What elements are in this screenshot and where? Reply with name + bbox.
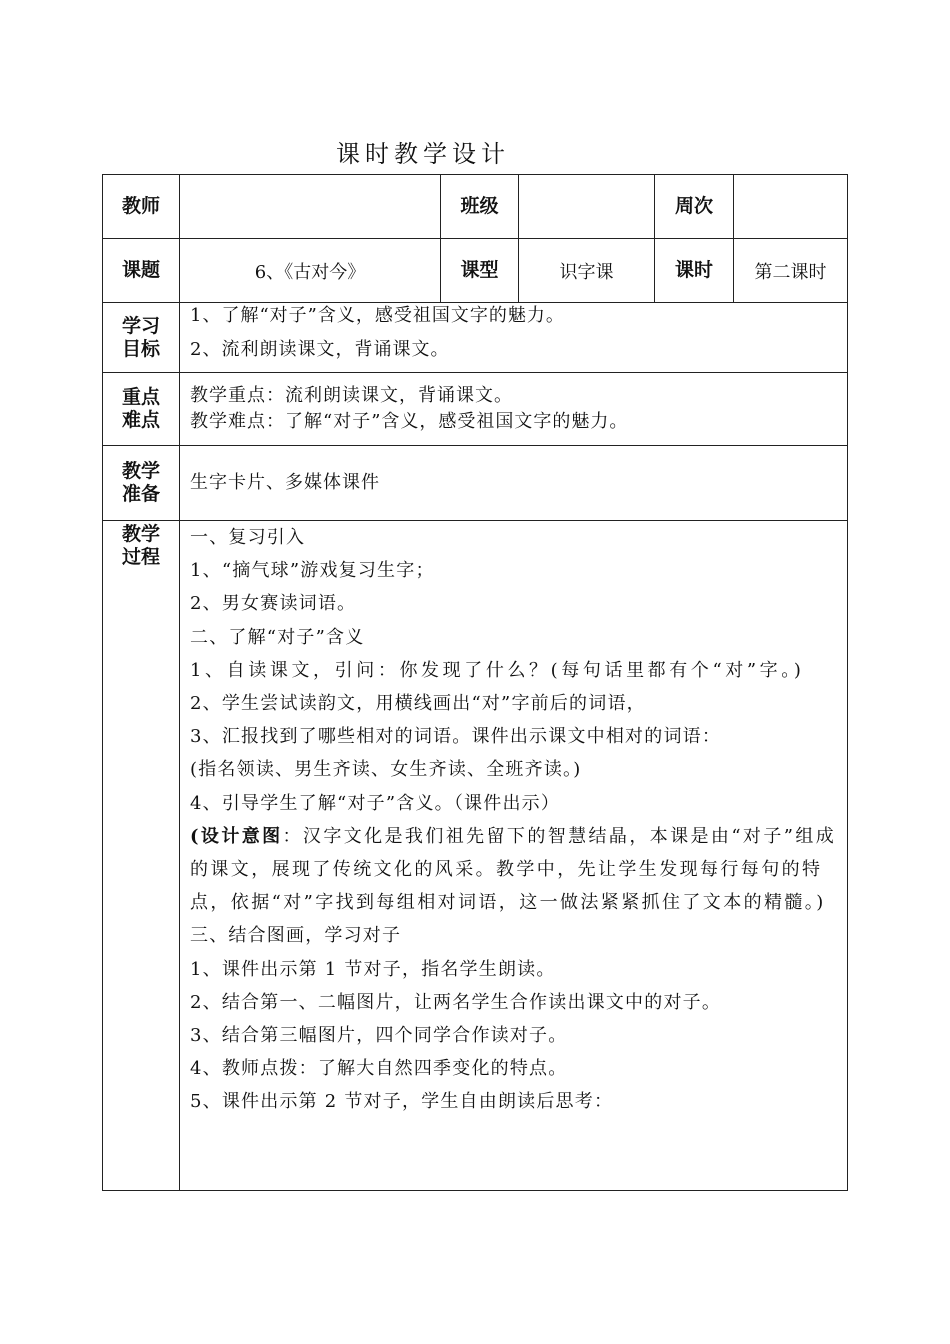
class-label: 班级	[441, 175, 519, 239]
key-points-label	[103, 373, 180, 446]
process-line: 2、结合第一、二幅图片，让两名学生合作读出课文中的对子。	[190, 991, 722, 1013]
process-label	[103, 521, 180, 1191]
process-label-line: 教学	[121, 523, 160, 545]
goals-label	[103, 303, 180, 373]
process-label-line: 过程	[121, 546, 160, 568]
table-row	[103, 446, 848, 521]
type-value: 识字课	[519, 239, 655, 303]
goals-label-line: 目标	[121, 337, 160, 360]
table-row	[103, 521, 848, 1191]
design-intent-text: ：汉字文化是我们祖先留下的智慧结晶，本课是由“对子”组成的课文，展现了传统文化的风采。教学中，先让学生发现每行每句的特点，依据“对”字找到每组相对词语，这一做法紧紧抓住了文本的精髓。)	[190, 825, 837, 914]
process-line: 二、了解“对子”含义	[190, 626, 365, 648]
process-content	[180, 521, 848, 1191]
process-line: (指名领读、男生齐读、女生齐读、全班齐读。)	[190, 759, 582, 781]
topic-label: 课题	[103, 239, 180, 303]
process-line: 1、自读课文，引问：你发现了什么？(每句话里都有个“对”字。)	[190, 659, 805, 681]
week-label: 周次	[655, 175, 734, 239]
prep-label	[103, 446, 180, 521]
prep-label-line: 准备	[121, 483, 160, 505]
process-line: 4、引导学生了解“对子”含义。（课件出示）	[190, 792, 561, 814]
prep-content: 生字卡片、多媒体课件	[180, 446, 848, 521]
process-line: 2、男女赛读词语。	[190, 593, 357, 615]
goals-label-line: 学习	[121, 314, 160, 337]
process-line: 3、汇报找到了哪些相对的词语。课件出示课文中相对的词语：	[190, 726, 722, 748]
process-line: 3、结合第三幅图片，四个同学合作读对子。	[190, 1025, 568, 1047]
table-row	[103, 373, 848, 446]
goal-line: 1、了解“对子”含义，感受祖国文字的魅力。	[190, 305, 565, 326]
key-points-label-line: 重点	[121, 386, 160, 408]
lesson-plan-table	[102, 174, 848, 1191]
key-point-line: 教学难点：了解“对子”含义，感受祖国文字的魅力。	[190, 411, 629, 432]
period-value: 第二课时	[734, 239, 848, 303]
class-value	[519, 175, 655, 239]
type-label: 课型	[441, 239, 519, 303]
table-row	[103, 239, 848, 303]
teacher-label: 教师	[103, 175, 180, 239]
process-line: 2、学生尝试读韵文，用横线画出“对”字前后的词语，	[190, 693, 646, 715]
period-label: 课时	[655, 239, 734, 303]
week-value	[734, 175, 848, 239]
goal-line: 2、流利朗读课文，背诵课文。	[190, 339, 450, 360]
table-row	[103, 303, 848, 373]
process-line: 三、结合图画，学习对子	[190, 925, 402, 947]
process-line: 1、课件出示第 1 节对子，指名学生朗读。	[190, 958, 556, 980]
teacher-value	[180, 175, 441, 239]
process-line: 4、教师点拨：了解大自然四季变化的特点。	[190, 1058, 568, 1080]
design-intent	[190, 820, 841, 920]
key-points-content	[180, 373, 848, 446]
design-intent-open: (	[190, 825, 201, 847]
prep-label-line: 教学	[121, 460, 160, 482]
design-intent-label: 设计意图	[200, 825, 283, 847]
key-points-label-line: 难点	[121, 409, 160, 431]
process-line: 一、复习引入	[190, 527, 306, 548]
process-line: 1、“摘气球”游戏复习生字；	[190, 560, 435, 582]
process-line: 5、课件出示第 2 节对子，学生自由朗读后思考：	[190, 1091, 614, 1113]
goals-content	[180, 303, 848, 373]
page-title: 课时教学设计	[336, 140, 510, 168]
table-row	[103, 175, 848, 239]
key-point-line: 教学重点：流利朗读课文，背诵课文。	[190, 385, 513, 406]
topic-value: 6、《古对今》	[180, 239, 441, 303]
